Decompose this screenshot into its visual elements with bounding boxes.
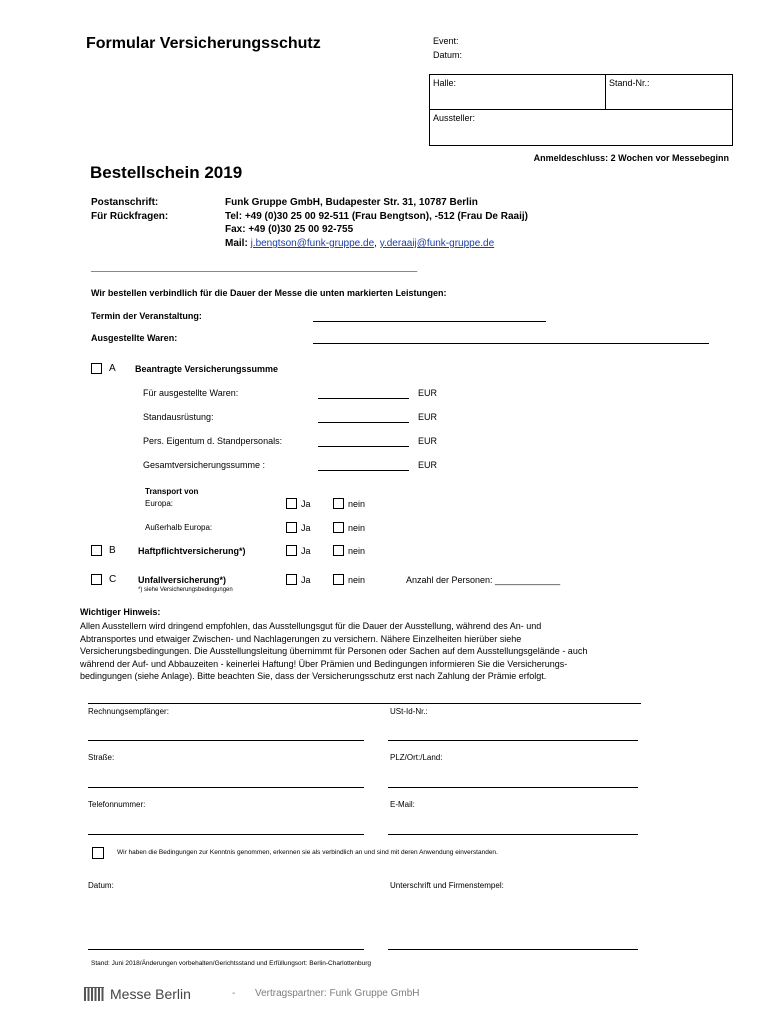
date-field-label: Datum: xyxy=(88,881,114,890)
signature-input[interactable] xyxy=(388,949,638,950)
date-input[interactable] xyxy=(88,949,364,950)
postal-address: Funk Gruppe GmbH, Budapester Str. 31, 10787 Berlin xyxy=(225,197,478,208)
liability-no-checkbox[interactable] xyxy=(333,545,344,556)
consent-text: Wir haben die Bedingungen zur Kenntnis genommen, erkennen sie als verbindlich an und sind mit deren Anwendung einverstanden. xyxy=(117,849,498,856)
partner-note: Vertragspartner: Funk Gruppe GmbH xyxy=(255,988,420,999)
date-label: Datum: xyxy=(433,50,463,60)
logo-bars-icon xyxy=(84,987,104,1001)
section-a-checkbox[interactable] xyxy=(91,363,102,374)
amount-equipment-input[interactable] xyxy=(318,422,409,423)
amount-equipment-unit: EUR xyxy=(418,412,438,422)
divider: ________________________________________________________________________________________________ xyxy=(91,265,417,272)
notice-text xyxy=(80,620,587,683)
section-b-title: Haftpflichtversicherung*) xyxy=(138,546,246,556)
postal-label: Postanschrift: xyxy=(91,197,159,208)
amount-staff-input[interactable] xyxy=(318,446,409,447)
transport-outside-yes-checkbox[interactable] xyxy=(286,522,297,533)
transport-outside-label: Außerhalb Europa: xyxy=(145,523,213,532)
notice-line: während der Auf- und Abbauzeiten - keinerlei Haftung! Über Prämien und Bedingungen informieren Sie die Versicherungs- xyxy=(80,658,568,669)
event-label: Event: xyxy=(433,36,459,46)
section-a-title: Beantragte Versicherungssumme xyxy=(135,364,279,374)
liability-yes-checkbox[interactable] xyxy=(286,545,297,556)
email-label: E-Mail: xyxy=(390,800,415,809)
mail-label: Mail: xyxy=(225,238,248,249)
vat-label: USt-Id-Nr.: xyxy=(390,707,428,716)
notice-title: Wichtiger Hinweis: xyxy=(80,607,161,617)
street-input[interactable] xyxy=(88,787,364,788)
event-date-input[interactable] xyxy=(313,321,546,322)
section-a-letter: A xyxy=(109,363,116,374)
partner-separator: - xyxy=(232,988,236,999)
messe-berlin-logo xyxy=(84,986,191,1002)
deadline-note: Anmeldeschluss: 2 Wochen vor Messebeginn xyxy=(533,153,729,163)
notice-line: Abtransportes und etwaiger Zwischen- und Nachlagerungen zu versichern. Nähere Einzelheiten hierüber siehe xyxy=(80,633,522,644)
liability-yes-label: Ja xyxy=(301,546,311,556)
section-c-title: Unfallversicherung*) xyxy=(138,575,227,585)
amount-equipment-label: Standausrüstung: xyxy=(143,412,214,422)
amount-goods-label: Für ausgestellte Waren: xyxy=(143,388,239,398)
amount-total-input[interactable] xyxy=(318,470,409,471)
transport-outside-no-label: nein xyxy=(348,523,366,533)
notice-line: Versicherungsbedingungen. Die Ausstellungsleitung übernimmt für Personen oder Sachen auf dem Ausstellungsgelände - auch xyxy=(80,646,588,656)
recipient-label: Rechnungsempfänger: xyxy=(88,707,169,716)
section-b-letter: B xyxy=(109,545,116,556)
accident-no-checkbox[interactable] xyxy=(333,574,344,585)
phone-input[interactable] xyxy=(88,834,364,835)
recipient-input[interactable] xyxy=(88,740,364,741)
goods-input[interactable] xyxy=(313,343,709,344)
goods-label: Ausgestellte Waren: xyxy=(91,333,178,343)
transport-europe-no-checkbox[interactable] xyxy=(333,498,344,509)
stand-number-field[interactable]: Stand-Nr.: xyxy=(609,78,650,88)
transport-europe-no-label: nein xyxy=(348,499,366,509)
vat-input[interactable] xyxy=(388,740,638,741)
amount-goods-unit: EUR xyxy=(418,388,438,398)
accident-no-label: nein xyxy=(348,575,366,585)
section-c-footnote: *) siehe Versicherungsbedingungen xyxy=(138,587,233,593)
transport-europe-yes-checkbox[interactable] xyxy=(286,498,297,509)
transport-outside-no-checkbox[interactable] xyxy=(333,522,344,533)
order-title: Bestellschein 2019 xyxy=(90,163,243,182)
contact-phone: Tel: +49 (0)30 25 00 92-511 (Frau Bengtson), -512 (Frau De Raaij) xyxy=(225,211,528,222)
exhibitor-field[interactable]: Aussteller: xyxy=(433,113,476,123)
transport-title: Transport von xyxy=(145,487,199,496)
logo-text: Messe Berlin xyxy=(110,986,191,1002)
section-b-checkbox[interactable] xyxy=(91,545,102,556)
event-date-label: Termin der Veranstaltung: xyxy=(91,311,202,321)
queries-label: Für Rückfragen: xyxy=(91,211,169,222)
street-label: Straße: xyxy=(88,753,115,762)
amount-total-unit: EUR xyxy=(418,460,438,470)
liability-no-label: nein xyxy=(348,546,366,556)
notice-line: bedingungen (siehe Anlage). Bitte beachten Sie, dass der Versicherungsschutz erst nach Zahlung der Prämie erfolgt. xyxy=(80,671,547,681)
transport-europe-label: Europa: xyxy=(145,499,174,508)
amount-goods-input[interactable] xyxy=(318,398,409,399)
amount-staff-unit: EUR xyxy=(418,436,438,446)
phone-label: Telefonnummer: xyxy=(88,800,146,809)
contact-fax: Fax: +49 (0)30 25 00 92-755 xyxy=(225,224,354,235)
mail-link-deraaij[interactable]: y.deraaij@funk-gruppe.de xyxy=(379,238,495,249)
accident-yes-checkbox[interactable] xyxy=(286,574,297,585)
order-intro: Wir bestellen verbindlich für die Dauer der Messe die unten markierten Leistungen: xyxy=(91,288,447,298)
section-c-letter: C xyxy=(109,574,117,585)
consent-checkbox[interactable] xyxy=(92,847,104,859)
transport-outside-yes-label: Ja xyxy=(301,523,311,533)
section-c-checkbox[interactable] xyxy=(91,574,102,585)
zip-city-label: PLZ/Ort:/Land: xyxy=(390,753,443,762)
accident-yes-label: Ja xyxy=(301,575,311,585)
mail-separator: , xyxy=(374,238,377,249)
amount-staff-label: Pers. Eigentum d. Standpersonals: xyxy=(143,436,283,446)
notice-line: Allen Ausstellern wird dringend empfohlen, das Ausstellungsgut für die Dauer der Ausstellung, während des An- und xyxy=(80,621,542,631)
persons-count-field[interactable]: Anzahl der Personen: _____________ xyxy=(406,575,561,585)
transport-europe-yes-label: Ja xyxy=(301,499,311,509)
hall-stand-box xyxy=(429,74,733,146)
signature-label: Unterschrift und Firmenstempel: xyxy=(390,881,504,890)
email-input[interactable] xyxy=(388,834,638,835)
hall-field[interactable]: Halle: xyxy=(433,78,457,88)
mail-link-bengtson[interactable]: j.bengtson@funk-gruppe.de xyxy=(250,238,375,249)
status-note: Stand: Juni 2018/Änderungen vorbehalten/Gerichtsstand und Erfüllungsort: Berlin-Charlottenburg xyxy=(91,960,372,967)
zip-city-input[interactable] xyxy=(388,787,638,788)
form-title: Formular Versicherungsschutz xyxy=(86,35,321,52)
amount-total-label: Gesamtversicherungssumme : xyxy=(143,460,266,470)
